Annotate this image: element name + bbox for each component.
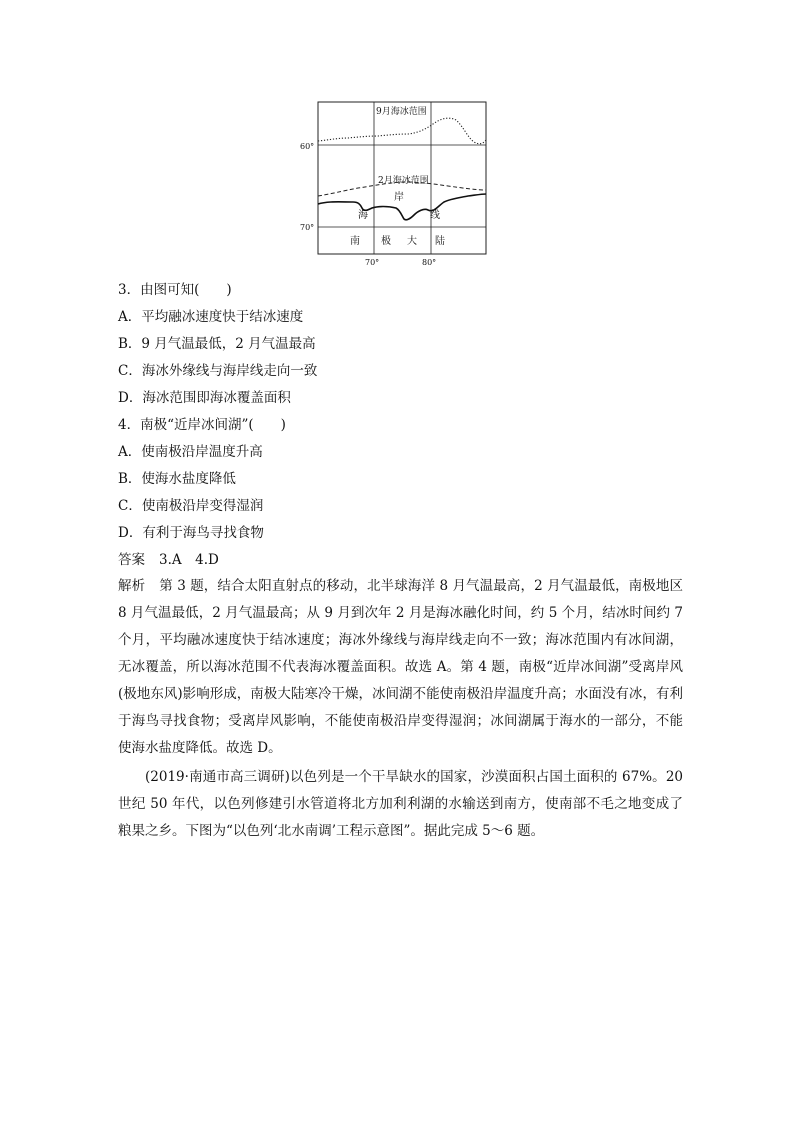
- label-lon-70: 70°: [365, 258, 380, 267]
- analysis-paragraph: [118, 573, 683, 762]
- question-3-option-d: D．海冰范围即海冰覆盖面积: [118, 390, 291, 406]
- question-4-option-d: D．有利于海鸟寻找食物: [118, 525, 264, 541]
- question-3-option-a: A．平均融冰速度快于结冰速度: [118, 309, 304, 325]
- label-coast-1: 海: [358, 210, 368, 221]
- label-continent-4: 陆: [435, 236, 445, 247]
- intro-paragraph: (2019·南通市高三调研)以色列是一个干旱缺水的国家，沙漠面积占国土面积的 67%。20 世纪 50 年代，以色列修建引水管道将北方加利利湖的水输送到南方，使南部不毛之地变成了粮果之乡。下图为“以色列‘北水南调’工程示意图”。据此完成 5～6 题。: [118, 769, 683, 839]
- label-lon-80: 80°: [422, 258, 437, 267]
- label-continent-2: 极: [381, 236, 391, 247]
- analysis-label: 解析: [118, 578, 146, 594]
- answer-line: [118, 551, 219, 569]
- label-february-ice: 2月海冰范围: [378, 176, 429, 186]
- question-4-option-a: A．使南极沿岸温度升高: [118, 444, 263, 460]
- question-4-option-b: B．使海水盐度降低: [118, 471, 236, 487]
- sea-ice-map-figure: [298, 98, 494, 270]
- answer-label: 答案: [118, 552, 145, 568]
- label-september-ice: 9月海冰范围: [376, 107, 427, 117]
- question-3-option-b: B．9 月气温最低，2 月气温最高: [118, 336, 316, 352]
- question-3-option-c: C．海冰外缘线与海岸线走向一致: [118, 363, 318, 379]
- label-coast-2: 岸: [394, 192, 404, 203]
- question-4-option-c: C．使南极沿岸变得湿润: [118, 498, 264, 514]
- label-lat-70: 70°: [300, 223, 315, 232]
- analysis-text: 第 3 题，结合太阳直射点的移动，北半球海洋 8 月气温最高，2 月气温最低，南极地区 8 月气温最低，2 月气温最高；从 9 月到次年 2 月是海冰融化时间，约 5 个月，结冰时间约 7 个月，平均融冰速度快于结冰速度；海冰外缘线与海岸线走向不一致；海冰范围内有冰间湖，无冰覆盖，所以海冰范围不代表海冰覆盖面积。故选 A。第 4 题，南极“近岸冰间湖”受离岸风(极地东风)影响形成，南极大陆寒冷干燥，冰间湖不能使南极沿岸温度升高；水面没有冰，有利于海鸟寻找食物；受离岸风影响，不能使南极沿岸变得湿润；冰间湖属于海水的一部分，不能使海水盐度降低。故选 D。: [118, 578, 683, 756]
- answer-value: 3.A 4.D: [159, 552, 219, 568]
- september-ice-edge: [318, 118, 486, 144]
- sea-ice-map: [298, 98, 494, 270]
- question-4-stem: 4．南极“近岸冰间湖”( ): [118, 417, 286, 433]
- label-coast-3: 线: [430, 210, 440, 221]
- label-continent-1: 南: [350, 236, 360, 247]
- label-continent-3: 大: [407, 236, 417, 247]
- label-lat-60: 60°: [300, 142, 315, 151]
- question-3-stem: 3．由图可知( ): [118, 282, 232, 298]
